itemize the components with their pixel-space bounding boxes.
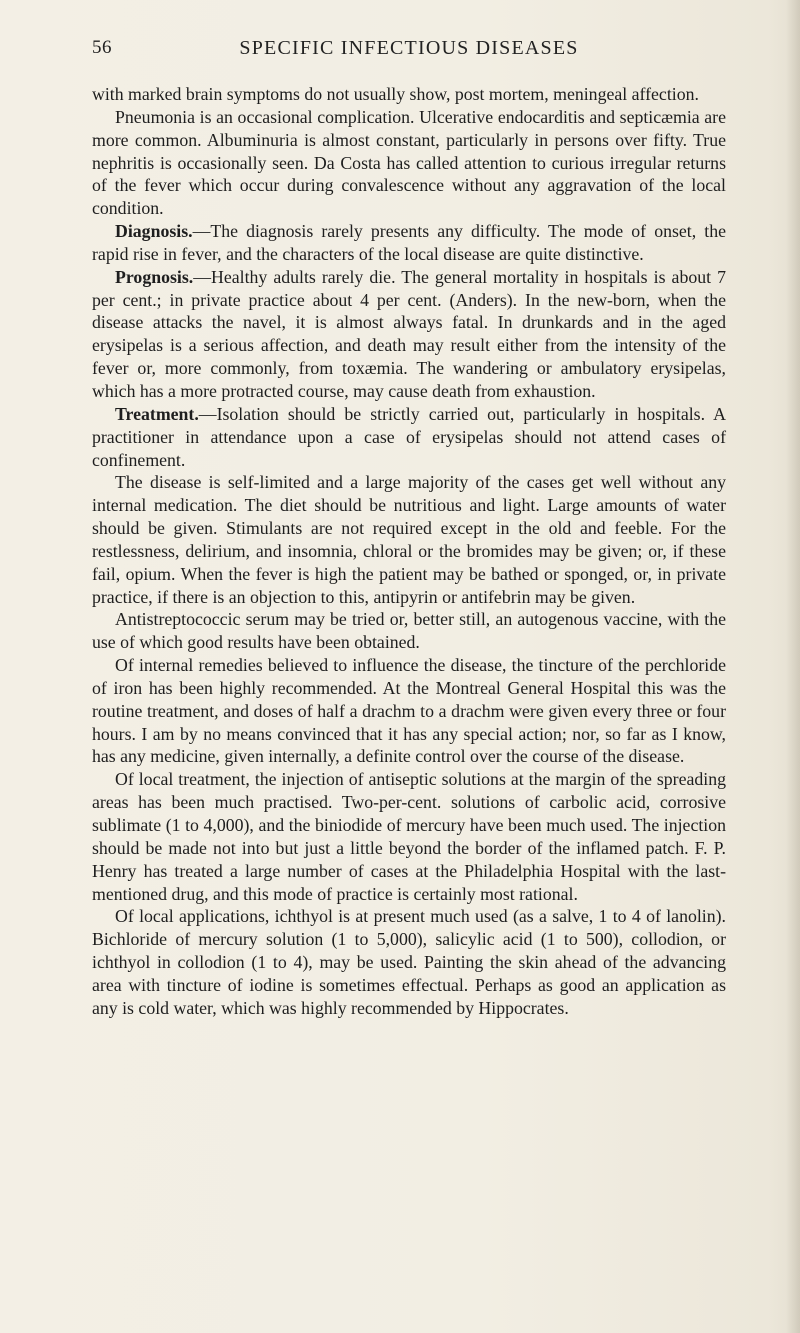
paragraph-text: Of internal remedies believed to influence the disease, the tincture of the perchloride of iron has been highly recommended. At the Montreal General Hospital this was the routine treatment, and doses of half a drachm to a drachm were given every three or four hours. I am by no means convinced that it has any special action; nor, so far as I know, has any medicine, given internally, a definite control over the course of the disease. [92,655,726,767]
page-number: 56 [92,37,112,58]
body-text [92,83,726,1020]
paragraph-text: —The diagnosis rarely presents any difficulty. The mode of onset, the rapid rise in fever, and the characters of the local disease are quite distinctive. [92,221,726,264]
paragraph [92,608,726,654]
paragraph-text: Antistreptococcic serum may be tried or, better still, an autogenous vaccine, with the use of which good results have been obtained. [92,609,726,653]
paragraph [92,654,726,768]
paragraph [92,220,726,266]
section-heading-diagnosis: Diagnosis. [115,221,193,242]
paragraph [92,83,726,106]
paragraph [92,403,726,472]
paragraph-text: —Healthy adults rarely die. The general mortality in hospitals is about 7 per cent.; in private practice about 4 per cent. (Anders). In the new-born, when the disease attacks the navel, it is almost always fatal. In drunkards and in the aged erysipelas is a serious affection, and death may result either from the intensity of the fever or, more commonly, from toxæmia. The wandering or ambulatory erysipelas, which has a more protracted course, may cause death from exhaustion. [92,266,726,401]
paragraph [92,471,726,608]
paragraph [92,905,726,1019]
paragraph-text: Pneumonia is an occasional complication. Ulcerative endocarditis and septicæmia are more common. Albuminuria is almost constant, particularly in persons over fifty. True nephritis is occasionally seen. Da Costa has called attention to curious irregular returns of the fever which occur during convalescence without any aggravation of the local condition. [92,106,726,219]
paragraph-text: The disease is self-limited and a large majority of the cases get well without any internal medication. The diet should be nutritious and light. Large amounts of water should be given. Stimulants are not required except in the old and feeble. For the restlessness, delirium, and insomnia, chloral or the bromides may be given; or, if these fail, opium. When the fever is high the patient may be bathed or sponged, or, in private practice, if there is an objection to this, antipyrin or antifebrin may be given. [92,472,726,607]
paragraph-text: —Isolation should be strictly carried out, particularly in hospitals. A practitioner in attendance upon a case of erysipelas should not attend cases of confinement. [92,403,726,470]
paragraph-text: Of local applications, ichthyol is at present much used (as a salve, 1 to 4 of lanolin). Bichloride of mercury solution (1 to 5,000), salicylic acid (1 to 500), collodion, or ichthyol in collodion (1 to 4), may be used. Painting the skin ahead of the advancing area with tincture of iodine is sometimes effectual. Perhaps as good an application as any is cold water, which was highly recommended by Hippocrates. [92,906,726,1018]
page-edge-shadow [786,0,800,1333]
section-heading-treatment: Treatment. [115,403,199,424]
paragraph [92,768,726,905]
page-header [92,37,726,65]
paragraph [92,266,726,403]
paragraph-text: Of local treatment, the injection of antiseptic solutions at the margin of the spreading areas has been much practised. Two-per-cent. solutions of carbolic acid, corrosive sublimate (1 to 4,000), and the biniodide of mercury have been much used. The injection should be made not into but just a little beyond the border of the inflamed patch. F. P. Henry has treated a large number of cases at the Philadelphia Hospital with the last-mentioned drug, and this mode of practice is certainly most rational. [92,769,726,904]
running-head: SPECIFIC INFECTIOUS DISEASES [239,37,579,59]
paragraph [92,106,726,220]
paragraph-text: with marked brain symptoms do not usually show, post mortem, meningeal affection. [92,84,699,104]
section-heading-prognosis: Prognosis. [115,266,194,287]
